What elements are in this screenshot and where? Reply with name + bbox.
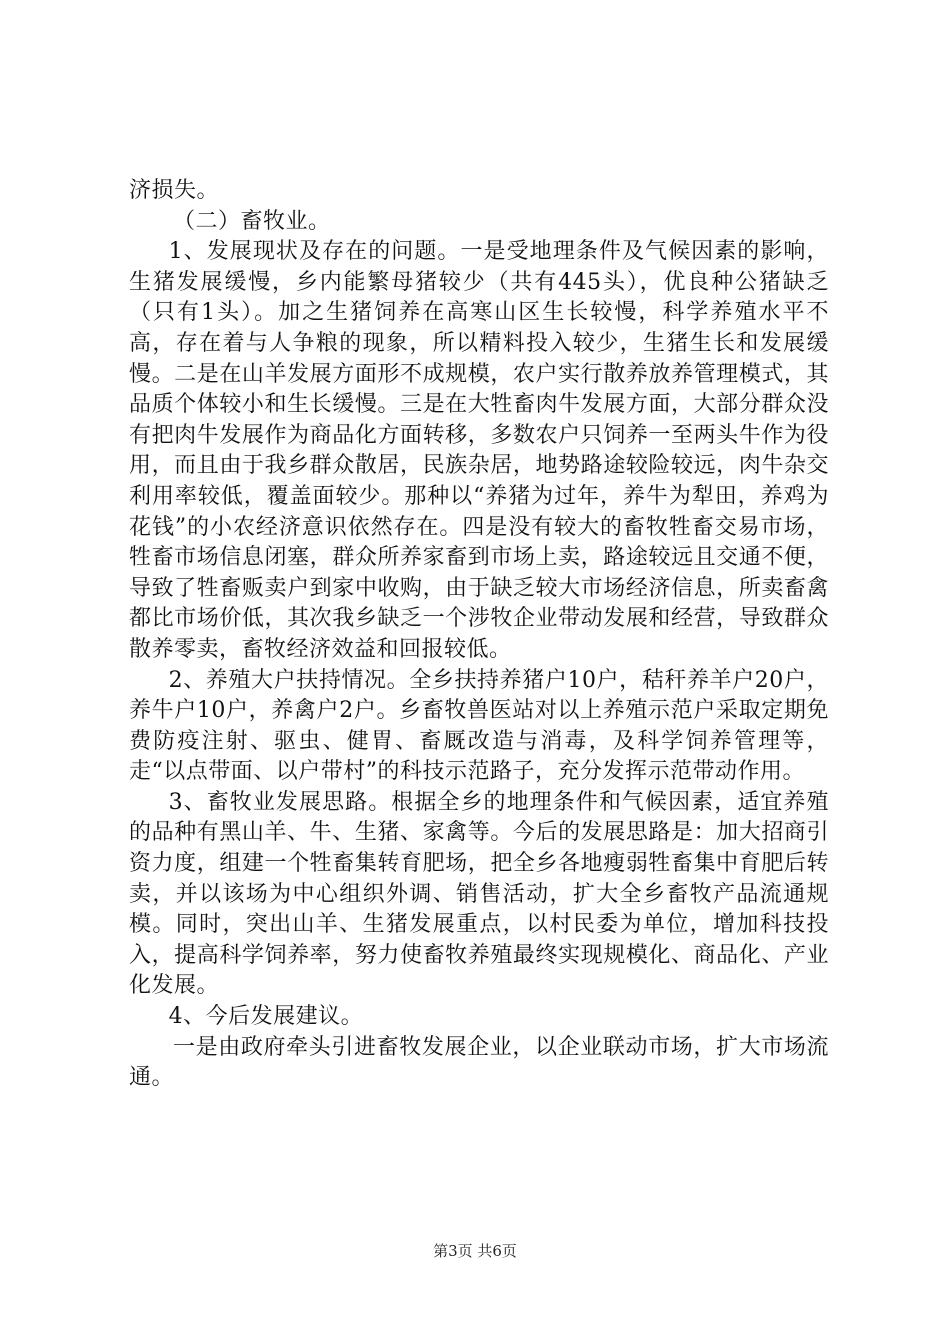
paragraph-suggestions-heading: 4、今后发展建议。 xyxy=(168,1004,364,1030)
paragraph-continuation: 济损失。 xyxy=(129,178,220,203)
paragraph-suggestion-one: 一是由政府牵头引进畜牧发展企业，以企业联动市场，扩大市场流通。 xyxy=(129,1034,829,1091)
document-body xyxy=(129,176,829,1094)
section-heading-livestock: （二）畜牧业。 xyxy=(173,208,331,234)
page-number-label: 第3页 共6页 xyxy=(433,1242,517,1260)
paragraph-development-ideas: 3、畜牧业发展思路。根据全乡的地理条件和气候因素，适宜养殖的品种有黑山羊、牛、生猪、家禽等。今后的发展思路是：加大招商引资力度，组建一个牲畜集转育肥场，把全乡各地瘦弱牲畜集中育肥后转卖，并以该场为中心组织外调、销售活动，扩大全乡畜牧产品流通规模。同时，突出山羊、生猪发展重点，以村民委为单位，增加科技投入，提高科学饲养率，努力使畜牧养殖最终实现规模化、商品化、产业化发展。 xyxy=(129,789,829,999)
page-footer xyxy=(0,1240,950,1261)
paragraph-current-status: 1、发展现状及存在的问题。一是受地理条件及气候因素的影响，生猪发展缓慢，乡内能繁母猪较少（共有445头），优良种公猪缺乏（只有1头）。加之生猪饲养在高寒山区生长较慢，科学养殖水平不高，存在着与人争粮的现象，所以精料投入较少，生猪生长和发展缓慢。二是在山羊发展方面形不成规模，农户实行散养放养管理模式，其品质个体较小和生长缓慢。三是在大牲畜肉牛发展方面，大部分群众没有把肉牛发展作为商品化方面转移，多数农户只饲养一至两头牛作为役用，而且由于我乡群众散居，民族杂居，地势路途较险较远，肉牛杂交利用率较低，覆盖面较少。那种以“养猪为过年，养牛为犁田，养鸡为花钱”的小农经济意识依然存在。四是没有较大的畜牧牲畜交易市场，牲畜市场信息闭塞，群众所养家畜到市场上卖，路途较远且交通不便，导致了牲畜贩卖户到家中收购，由于缺乏较大市场经济信息，所卖畜禽都比市场价低，其次我乡缺乏一个涉牧企业带动发展和经营，导致群众散养零卖，畜牧经济效益和回报较低。 xyxy=(129,239,829,662)
paragraph-large-farm-support: 2、养殖大户扶持情况。全乡扶持养猪户10户，秸秆养羊户20户，养牛户10户，养禽户2户。乡畜牧兽医站对以上养殖示范户采取定期免费防疫注射、驱虫、健胃、畜厩改造与消毒，及科学饲养管理等，走“以点带面、以户带村”的科技示范路子，充分发挥示范带动作用。 xyxy=(129,667,829,785)
